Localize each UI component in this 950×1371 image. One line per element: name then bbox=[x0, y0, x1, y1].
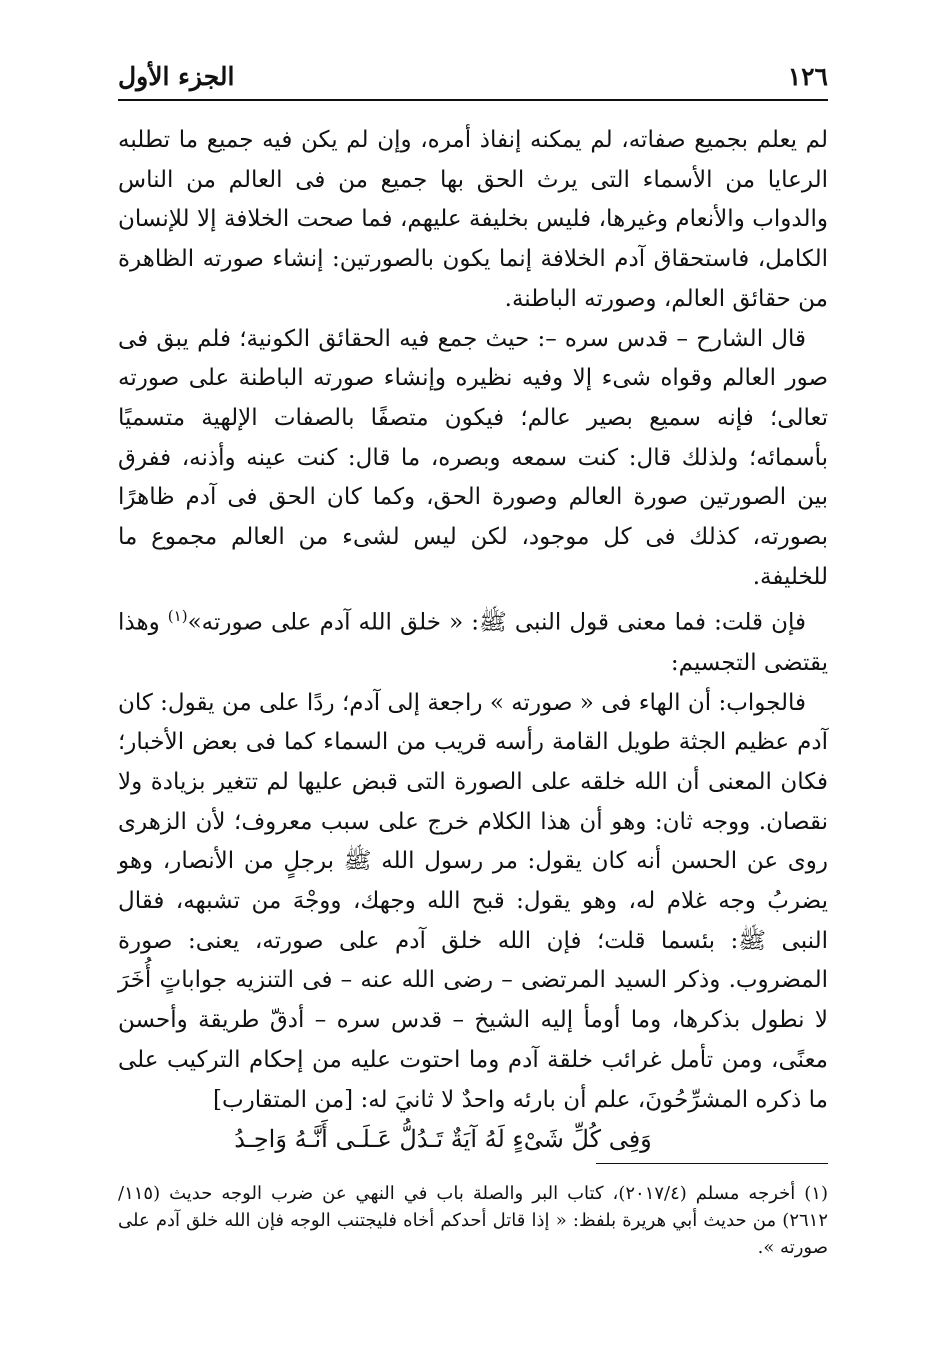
footnote-text: (١) أخرجه مسلم (٢٠١٧/٤)، كتاب البر والصلة باب في النهي عن ضرب الوجه حديث (١١٥/ ٢٦١٢) من حديث أبي هريرة بلفظ: « إذا قاتل أحدكم أخاه فليجتنب الوجه فإن الله خلق آدم على صورته ». bbox=[118, 1183, 828, 1258]
running-title: الجزء الأول bbox=[118, 61, 235, 91]
footnote bbox=[118, 1180, 828, 1261]
page-number: ١٢٦ bbox=[787, 61, 828, 91]
paragraph-3-text-b: وهذا يقتضى التجسيم: bbox=[118, 610, 828, 676]
footnote-reference[interactable]: (١) bbox=[167, 607, 188, 626]
footnote-divider bbox=[596, 1163, 828, 1164]
paragraph-1: لم يعلم بجميع صفاته، لم يمكنه إنفاذ أمره، وإن لم يكن فيه جميع ما تطلبه الرعايا من الأسماء التى يرث الحق بها جميع من فى العالم من الناس والدواب والأنعام وغيرها، فليس بخليفة عليهم، فما صحت الخلافة إلا للإنسان الكامل، فاستحقاق آدم الخلافة إنما يكون بالصورتين: إنشاء صورته الظاهرة من حقائق العالم، وصورته الباطنة. bbox=[118, 127, 828, 312]
header-divider bbox=[118, 99, 828, 101]
poetry-verse: وَفِى كُلِّ شَىْءٍ لَهُ آيَةٌ تَـدُلُّ عَـلَـى أَنَّـهُ وَاحِـدُ bbox=[234, 1125, 652, 1154]
paragraph-4: فالجواب: أن الهاء فى « صورته » راجعة إلى آدم؛ ردًا على من يقول: كان آدم عظيم الجثة طويل القامة رأسه قريب من السماء كما فى بعض الأخبار؛ فكان المعنى أن الله خلقه على الصورة التى قبض عليها لم تتغير بزيادة ولا نقصان. ووجه ثان: وهو أن هذا الكلام خرج على سبب معروف؛ لأن الزهرى روى عن الحسن أنه كان يقول: مر رسول الله ﷺ برجلٍ من الأنصار، وهو يضربُ وجه غلام له، وهو يقول: قبح الله وجهك، ووجْهَ من تشبهه، فقال النبى ﷺ: بئسما قلت؛ فإن الله خلق آدم على صورته، يعنى: صورة المضروب. وذكر السيد المرتضى – رضى الله عنه – فى التنزيه جواباتٍ أُخَرَ لا نطول بذكرها، وما أومأ إليه الشيخ – قدس سره – أدقّ طريقة وأحسن معنًى، ومن تأمل غرائب خلقة آدم وما احتوت عليه من إحكام التركيب على ما ذكره المشرِّحُونَ، علم أن بارئه واحدٌ لا ثانيَ له: [من المتقارب] bbox=[118, 689, 828, 1113]
paragraph-3 bbox=[118, 597, 828, 683]
page-header bbox=[118, 56, 828, 96]
paragraph-3-text-a: فإن قلت: فما معنى قول النبى ﷺ: « خلق الله آدم على صورته» bbox=[187, 610, 806, 637]
main-text bbox=[118, 121, 828, 1160]
paragraph-2: قال الشارح – قدس سره –: حيث جمع فيه الحقائق الكونية؛ فلم يبق فى صور العالم وقواه شىء إلا وفيه نظيره وإنشاء صورته الباطنة على صورته تعالى؛ فإنه سميع بصير عالم؛ فيكون متصفًا بالصفات الإلهية متسميًا بأسمائه؛ ولذلك قال: كنت سمعه وبصره، ما قال: كنت عينه وأذنه، ففرق بين الصورتين صورة العالم وصورة الحق، وكما كان الحق فى آدم ظاهرًا بصورته، كذلك فى كل موجود، لكن ليس لشىء من العالم مجموع ما للخليفة. bbox=[118, 325, 828, 590]
